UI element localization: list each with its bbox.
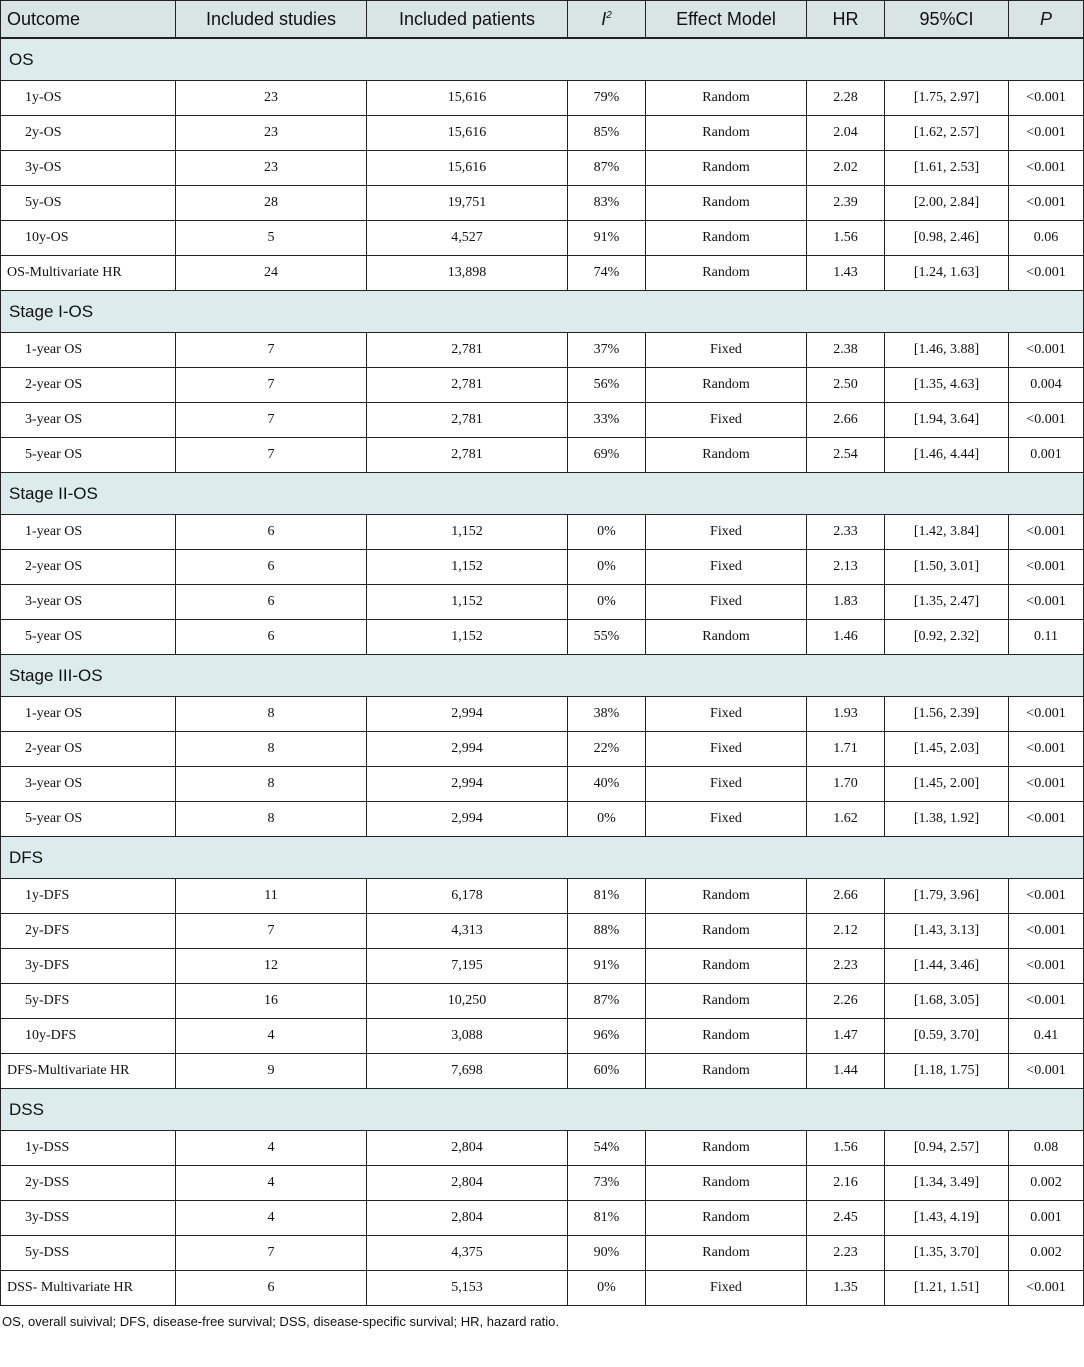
cell-i2: 91% xyxy=(568,949,646,984)
cell-studies: 4 xyxy=(176,1166,367,1201)
cell-outcome: 2y-DSS xyxy=(1,1166,176,1201)
cell-ci: [1.43, 4.19] xyxy=(885,1201,1009,1236)
cell-model: Random xyxy=(646,1054,807,1089)
cell-hr: 2.45 xyxy=(807,1201,885,1236)
cell-patients: 2,804 xyxy=(367,1131,568,1166)
cell-hr: 2.28 xyxy=(807,81,885,116)
cell-studies: 16 xyxy=(176,984,367,1019)
cell-ci: [1.94, 3.64] xyxy=(885,403,1009,438)
cell-i2: 81% xyxy=(568,879,646,914)
cell-hr: 1.62 xyxy=(807,802,885,837)
section-title: Stage II-OS xyxy=(1,473,1084,515)
cell-patients: 13,898 xyxy=(367,256,568,291)
cell-studies: 5 xyxy=(176,221,367,256)
cell-studies: 6 xyxy=(176,1271,367,1306)
cell-patients: 1,152 xyxy=(367,585,568,620)
cell-ci: [1.50, 3.01] xyxy=(885,550,1009,585)
table-row xyxy=(1,151,1084,186)
cell-hr: 2.12 xyxy=(807,914,885,949)
cell-ci: [1.43, 3.13] xyxy=(885,914,1009,949)
cell-i2: 79% xyxy=(568,81,646,116)
table-row xyxy=(1,1019,1084,1054)
cell-ci: [1.46, 4.44] xyxy=(885,438,1009,473)
section-title: OS xyxy=(1,38,1084,81)
cell-model: Random xyxy=(646,949,807,984)
header-i2-base: I xyxy=(601,8,607,29)
cell-outcome: 1y-DSS xyxy=(1,1131,176,1166)
cell-outcome: 5y-DFS xyxy=(1,984,176,1019)
table-row xyxy=(1,802,1084,837)
cell-hr: 2.39 xyxy=(807,186,885,221)
cell-ci: [1.79, 3.96] xyxy=(885,879,1009,914)
section-row xyxy=(1,1089,1084,1131)
table-row xyxy=(1,697,1084,732)
cell-model: Random xyxy=(646,186,807,221)
cell-i2: 0% xyxy=(568,515,646,550)
cell-i2: 60% xyxy=(568,1054,646,1089)
header-studies: Included studies xyxy=(176,1,367,39)
cell-ci: [1.56, 2.39] xyxy=(885,697,1009,732)
cell-studies: 8 xyxy=(176,802,367,837)
cell-p: 0.41 xyxy=(1009,1019,1084,1054)
cell-studies: 4 xyxy=(176,1201,367,1236)
cell-p: 0.001 xyxy=(1009,438,1084,473)
cell-hr: 2.02 xyxy=(807,151,885,186)
cell-p: <0.001 xyxy=(1009,515,1084,550)
cell-studies: 7 xyxy=(176,368,367,403)
cell-studies: 8 xyxy=(176,732,367,767)
header-hr: HR xyxy=(807,1,885,39)
cell-ci: [1.35, 2.47] xyxy=(885,585,1009,620)
header-p: P xyxy=(1009,1,1084,39)
cell-hr: 2.38 xyxy=(807,333,885,368)
cell-i2: 0% xyxy=(568,1271,646,1306)
cell-ci: [1.44, 3.46] xyxy=(885,949,1009,984)
table-row xyxy=(1,403,1084,438)
cell-p: <0.001 xyxy=(1009,256,1084,291)
cell-i2: 37% xyxy=(568,333,646,368)
table-row xyxy=(1,515,1084,550)
cell-model: Random xyxy=(646,368,807,403)
section-title: Stage I-OS xyxy=(1,291,1084,333)
cell-hr: 2.33 xyxy=(807,515,885,550)
cell-studies: 23 xyxy=(176,81,367,116)
cell-model: Random xyxy=(646,1236,807,1271)
cell-hr: 1.56 xyxy=(807,1131,885,1166)
cell-studies: 23 xyxy=(176,116,367,151)
cell-patients: 10,250 xyxy=(367,984,568,1019)
cell-model: Fixed xyxy=(646,550,807,585)
cell-hr: 2.66 xyxy=(807,403,885,438)
table-row xyxy=(1,620,1084,655)
cell-i2: 40% xyxy=(568,767,646,802)
cell-p: <0.001 xyxy=(1009,1271,1084,1306)
cell-hr: 1.35 xyxy=(807,1271,885,1306)
cell-patients: 2,994 xyxy=(367,767,568,802)
table-row xyxy=(1,949,1084,984)
section-title: Stage III-OS xyxy=(1,655,1084,697)
cell-patients: 15,616 xyxy=(367,116,568,151)
table-row xyxy=(1,256,1084,291)
cell-outcome: 1-year OS xyxy=(1,333,176,368)
cell-studies: 6 xyxy=(176,620,367,655)
cell-ci: [1.45, 2.00] xyxy=(885,767,1009,802)
cell-outcome: 5y-DSS xyxy=(1,1236,176,1271)
cell-p: <0.001 xyxy=(1009,879,1084,914)
cell-i2: 0% xyxy=(568,585,646,620)
cell-i2: 88% xyxy=(568,914,646,949)
cell-model: Random xyxy=(646,914,807,949)
table-row xyxy=(1,1271,1084,1306)
table-row xyxy=(1,1054,1084,1089)
cell-model: Random xyxy=(646,984,807,1019)
cell-p: <0.001 xyxy=(1009,550,1084,585)
cell-studies: 4 xyxy=(176,1019,367,1054)
table-row xyxy=(1,368,1084,403)
cell-studies: 8 xyxy=(176,767,367,802)
cell-outcome: 2-year OS xyxy=(1,368,176,403)
section-title: DSS xyxy=(1,1089,1084,1131)
cell-model: Fixed xyxy=(646,767,807,802)
cell-studies: 28 xyxy=(176,186,367,221)
cell-outcome: 5y-OS xyxy=(1,186,176,221)
cell-studies: 7 xyxy=(176,438,367,473)
cell-hr: 1.56 xyxy=(807,221,885,256)
cell-studies: 7 xyxy=(176,403,367,438)
section-title: DFS xyxy=(1,837,1084,879)
cell-studies: 6 xyxy=(176,515,367,550)
cell-p: <0.001 xyxy=(1009,697,1084,732)
cell-model: Random xyxy=(646,221,807,256)
cell-outcome: 10y-OS xyxy=(1,221,176,256)
cell-outcome: 2y-OS xyxy=(1,116,176,151)
cell-hr: 2.13 xyxy=(807,550,885,585)
cell-p: <0.001 xyxy=(1009,585,1084,620)
cell-outcome: 1y-DFS xyxy=(1,879,176,914)
cell-model: Random xyxy=(646,879,807,914)
cell-p: <0.001 xyxy=(1009,802,1084,837)
cell-outcome: 3-year OS xyxy=(1,585,176,620)
cell-hr: 1.70 xyxy=(807,767,885,802)
section-row xyxy=(1,291,1084,333)
section-row xyxy=(1,38,1084,81)
header-patients: Included patients xyxy=(367,1,568,39)
cell-outcome: DSS- Multivariate HR xyxy=(1,1271,176,1306)
cell-p: 0.004 xyxy=(1009,368,1084,403)
cell-i2: 38% xyxy=(568,697,646,732)
cell-p: <0.001 xyxy=(1009,403,1084,438)
cell-model: Random xyxy=(646,81,807,116)
section-row xyxy=(1,837,1084,879)
cell-outcome: 5-year OS xyxy=(1,620,176,655)
cell-p: <0.001 xyxy=(1009,949,1084,984)
cell-model: Random xyxy=(646,1019,807,1054)
cell-outcome: 5-year OS xyxy=(1,802,176,837)
header-outcome: Outcome xyxy=(1,1,176,39)
cell-ci: [1.21, 1.51] xyxy=(885,1271,1009,1306)
cell-model: Fixed xyxy=(646,515,807,550)
cell-patients: 2,804 xyxy=(367,1201,568,1236)
cell-i2: 90% xyxy=(568,1236,646,1271)
cell-model: Fixed xyxy=(646,697,807,732)
cell-patients: 15,616 xyxy=(367,151,568,186)
cell-outcome: DFS-Multivariate HR xyxy=(1,1054,176,1089)
cell-ci: [1.45, 2.03] xyxy=(885,732,1009,767)
cell-model: Random xyxy=(646,1131,807,1166)
cell-studies: 7 xyxy=(176,333,367,368)
header-i2-sup: 2 xyxy=(606,9,612,21)
cell-ci: [1.35, 4.63] xyxy=(885,368,1009,403)
cell-model: Random xyxy=(646,1166,807,1201)
cell-p: <0.001 xyxy=(1009,81,1084,116)
cell-i2: 85% xyxy=(568,116,646,151)
cell-p: 0.001 xyxy=(1009,1201,1084,1236)
table-row xyxy=(1,585,1084,620)
footnote: OS, overall suivival; DFS, disease-free survival; DSS, disease-specific survival; HR, hazard ratio. xyxy=(2,1314,560,1329)
cell-p: <0.001 xyxy=(1009,333,1084,368)
cell-hr: 2.54 xyxy=(807,438,885,473)
cell-patients: 2,994 xyxy=(367,697,568,732)
cell-i2: 56% xyxy=(568,368,646,403)
cell-patients: 2,781 xyxy=(367,438,568,473)
cell-outcome: 3-year OS xyxy=(1,403,176,438)
cell-patients: 15,616 xyxy=(367,81,568,116)
cell-outcome: 3y-DSS xyxy=(1,1201,176,1236)
cell-model: Fixed xyxy=(646,1271,807,1306)
cell-patients: 2,781 xyxy=(367,333,568,368)
cell-model: Random xyxy=(646,151,807,186)
cell-hr: 2.04 xyxy=(807,116,885,151)
cell-i2: 22% xyxy=(568,732,646,767)
cell-patients: 4,313 xyxy=(367,914,568,949)
cell-ci: [1.38, 1.92] xyxy=(885,802,1009,837)
cell-hr: 1.47 xyxy=(807,1019,885,1054)
cell-ci: [0.98, 2.46] xyxy=(885,221,1009,256)
cell-hr: 1.93 xyxy=(807,697,885,732)
cell-ci: [0.94, 2.57] xyxy=(885,1131,1009,1166)
cell-patients: 3,088 xyxy=(367,1019,568,1054)
cell-model: Fixed xyxy=(646,585,807,620)
cell-patients: 7,195 xyxy=(367,949,568,984)
cell-outcome: 3y-OS xyxy=(1,151,176,186)
cell-p: <0.001 xyxy=(1009,767,1084,802)
cell-outcome: OS-Multivariate HR xyxy=(1,256,176,291)
cell-i2: 91% xyxy=(568,221,646,256)
cell-outcome: 1-year OS xyxy=(1,697,176,732)
table-row xyxy=(1,438,1084,473)
cell-outcome: 1-year OS xyxy=(1,515,176,550)
cell-ci: [1.68, 3.05] xyxy=(885,984,1009,1019)
cell-patients: 1,152 xyxy=(367,515,568,550)
cell-hr: 2.66 xyxy=(807,879,885,914)
cell-ci: [0.92, 2.32] xyxy=(885,620,1009,655)
cell-ci: [1.18, 1.75] xyxy=(885,1054,1009,1089)
cell-p: <0.001 xyxy=(1009,914,1084,949)
cell-patients: 1,152 xyxy=(367,550,568,585)
cell-hr: 2.23 xyxy=(807,1236,885,1271)
cell-ci: [1.34, 3.49] xyxy=(885,1166,1009,1201)
header-i2 xyxy=(568,1,646,39)
header-model: Effect Model xyxy=(646,1,807,39)
table-row xyxy=(1,333,1084,368)
cell-ci: [1.62, 2.57] xyxy=(885,116,1009,151)
cell-p: <0.001 xyxy=(1009,1054,1084,1089)
cell-i2: 87% xyxy=(568,984,646,1019)
section-row xyxy=(1,655,1084,697)
cell-model: Random xyxy=(646,620,807,655)
table-row xyxy=(1,1131,1084,1166)
cell-patients: 2,781 xyxy=(367,368,568,403)
cell-p: <0.001 xyxy=(1009,186,1084,221)
cell-studies: 8 xyxy=(176,697,367,732)
cell-p: <0.001 xyxy=(1009,116,1084,151)
cell-model: Fixed xyxy=(646,732,807,767)
cell-hr: 1.44 xyxy=(807,1054,885,1089)
cell-ci: [0.59, 3.70] xyxy=(885,1019,1009,1054)
cell-i2: 73% xyxy=(568,1166,646,1201)
cell-i2: 96% xyxy=(568,1019,646,1054)
cell-i2: 54% xyxy=(568,1131,646,1166)
cell-p: <0.001 xyxy=(1009,151,1084,186)
cell-hr: 1.71 xyxy=(807,732,885,767)
cell-studies: 6 xyxy=(176,585,367,620)
cell-studies: 7 xyxy=(176,1236,367,1271)
cell-p: 0.08 xyxy=(1009,1131,1084,1166)
cell-model: Random xyxy=(646,1201,807,1236)
cell-studies: 12 xyxy=(176,949,367,984)
cell-outcome: 2y-DFS xyxy=(1,914,176,949)
table-row xyxy=(1,767,1084,802)
cell-patients: 2,994 xyxy=(367,802,568,837)
cell-model: Fixed xyxy=(646,333,807,368)
table-row xyxy=(1,1236,1084,1271)
cell-ci: [1.24, 1.63] xyxy=(885,256,1009,291)
cell-p: 0.11 xyxy=(1009,620,1084,655)
cell-p: 0.06 xyxy=(1009,221,1084,256)
section-row xyxy=(1,473,1084,515)
cell-outcome: 3y-DFS xyxy=(1,949,176,984)
cell-i2: 33% xyxy=(568,403,646,438)
cell-outcome: 5-year OS xyxy=(1,438,176,473)
cell-patients: 2,804 xyxy=(367,1166,568,1201)
table-row xyxy=(1,732,1084,767)
cell-hr: 1.46 xyxy=(807,620,885,655)
cell-patients: 4,375 xyxy=(367,1236,568,1271)
cell-patients: 2,781 xyxy=(367,403,568,438)
cell-i2: 55% xyxy=(568,620,646,655)
cell-model: Random xyxy=(646,256,807,291)
table-row xyxy=(1,914,1084,949)
cell-outcome: 2-year OS xyxy=(1,550,176,585)
cell-patients: 4,527 xyxy=(367,221,568,256)
cell-ci: [1.35, 3.70] xyxy=(885,1236,1009,1271)
cell-patients: 7,698 xyxy=(367,1054,568,1089)
cell-hr: 2.26 xyxy=(807,984,885,1019)
cell-model: Fixed xyxy=(646,403,807,438)
cell-ci: [1.46, 3.88] xyxy=(885,333,1009,368)
cell-i2: 83% xyxy=(568,186,646,221)
table-row xyxy=(1,116,1084,151)
table-body xyxy=(1,38,1084,1306)
cell-i2: 81% xyxy=(568,1201,646,1236)
cell-patients: 1,152 xyxy=(367,620,568,655)
cell-hr: 1.83 xyxy=(807,585,885,620)
cell-outcome: 1y-OS xyxy=(1,81,176,116)
cell-hr: 2.16 xyxy=(807,1166,885,1201)
table-row xyxy=(1,81,1084,116)
cell-studies: 9 xyxy=(176,1054,367,1089)
table-row xyxy=(1,550,1084,585)
cell-model: Random xyxy=(646,116,807,151)
cell-p: 0.002 xyxy=(1009,1166,1084,1201)
cell-p: 0.002 xyxy=(1009,1236,1084,1271)
cell-hr: 1.43 xyxy=(807,256,885,291)
header-ci: 95%CI xyxy=(885,1,1009,39)
cell-patients: 5,153 xyxy=(367,1271,568,1306)
cell-p: <0.001 xyxy=(1009,984,1084,1019)
cell-studies: 24 xyxy=(176,256,367,291)
cell-outcome: 10y-DFS xyxy=(1,1019,176,1054)
cell-outcome: 2-year OS xyxy=(1,732,176,767)
cell-model: Random xyxy=(646,438,807,473)
cell-model: Fixed xyxy=(646,802,807,837)
cell-i2: 0% xyxy=(568,550,646,585)
cell-i2: 74% xyxy=(568,256,646,291)
cell-ci: [1.61, 2.53] xyxy=(885,151,1009,186)
table-row xyxy=(1,984,1084,1019)
cell-studies: 7 xyxy=(176,914,367,949)
cell-patients: 6,178 xyxy=(367,879,568,914)
cell-hr: 2.50 xyxy=(807,368,885,403)
cell-i2: 69% xyxy=(568,438,646,473)
table-row xyxy=(1,1166,1084,1201)
cell-studies: 23 xyxy=(176,151,367,186)
header-row xyxy=(1,1,1084,39)
cell-hr: 2.23 xyxy=(807,949,885,984)
table-row xyxy=(1,221,1084,256)
cell-i2: 87% xyxy=(568,151,646,186)
table-row xyxy=(1,186,1084,221)
cell-p: <0.001 xyxy=(1009,732,1084,767)
cell-ci: [1.42, 3.84] xyxy=(885,515,1009,550)
cell-studies: 11 xyxy=(176,879,367,914)
cell-patients: 19,751 xyxy=(367,186,568,221)
table-row xyxy=(1,879,1084,914)
cell-i2: 0% xyxy=(568,802,646,837)
cell-ci: [2.00, 2.84] xyxy=(885,186,1009,221)
cell-patients: 2,994 xyxy=(367,732,568,767)
cell-studies: 6 xyxy=(176,550,367,585)
cell-outcome: 3-year OS xyxy=(1,767,176,802)
cell-studies: 4 xyxy=(176,1131,367,1166)
cell-ci: [1.75, 2.97] xyxy=(885,81,1009,116)
table-row xyxy=(1,1201,1084,1236)
